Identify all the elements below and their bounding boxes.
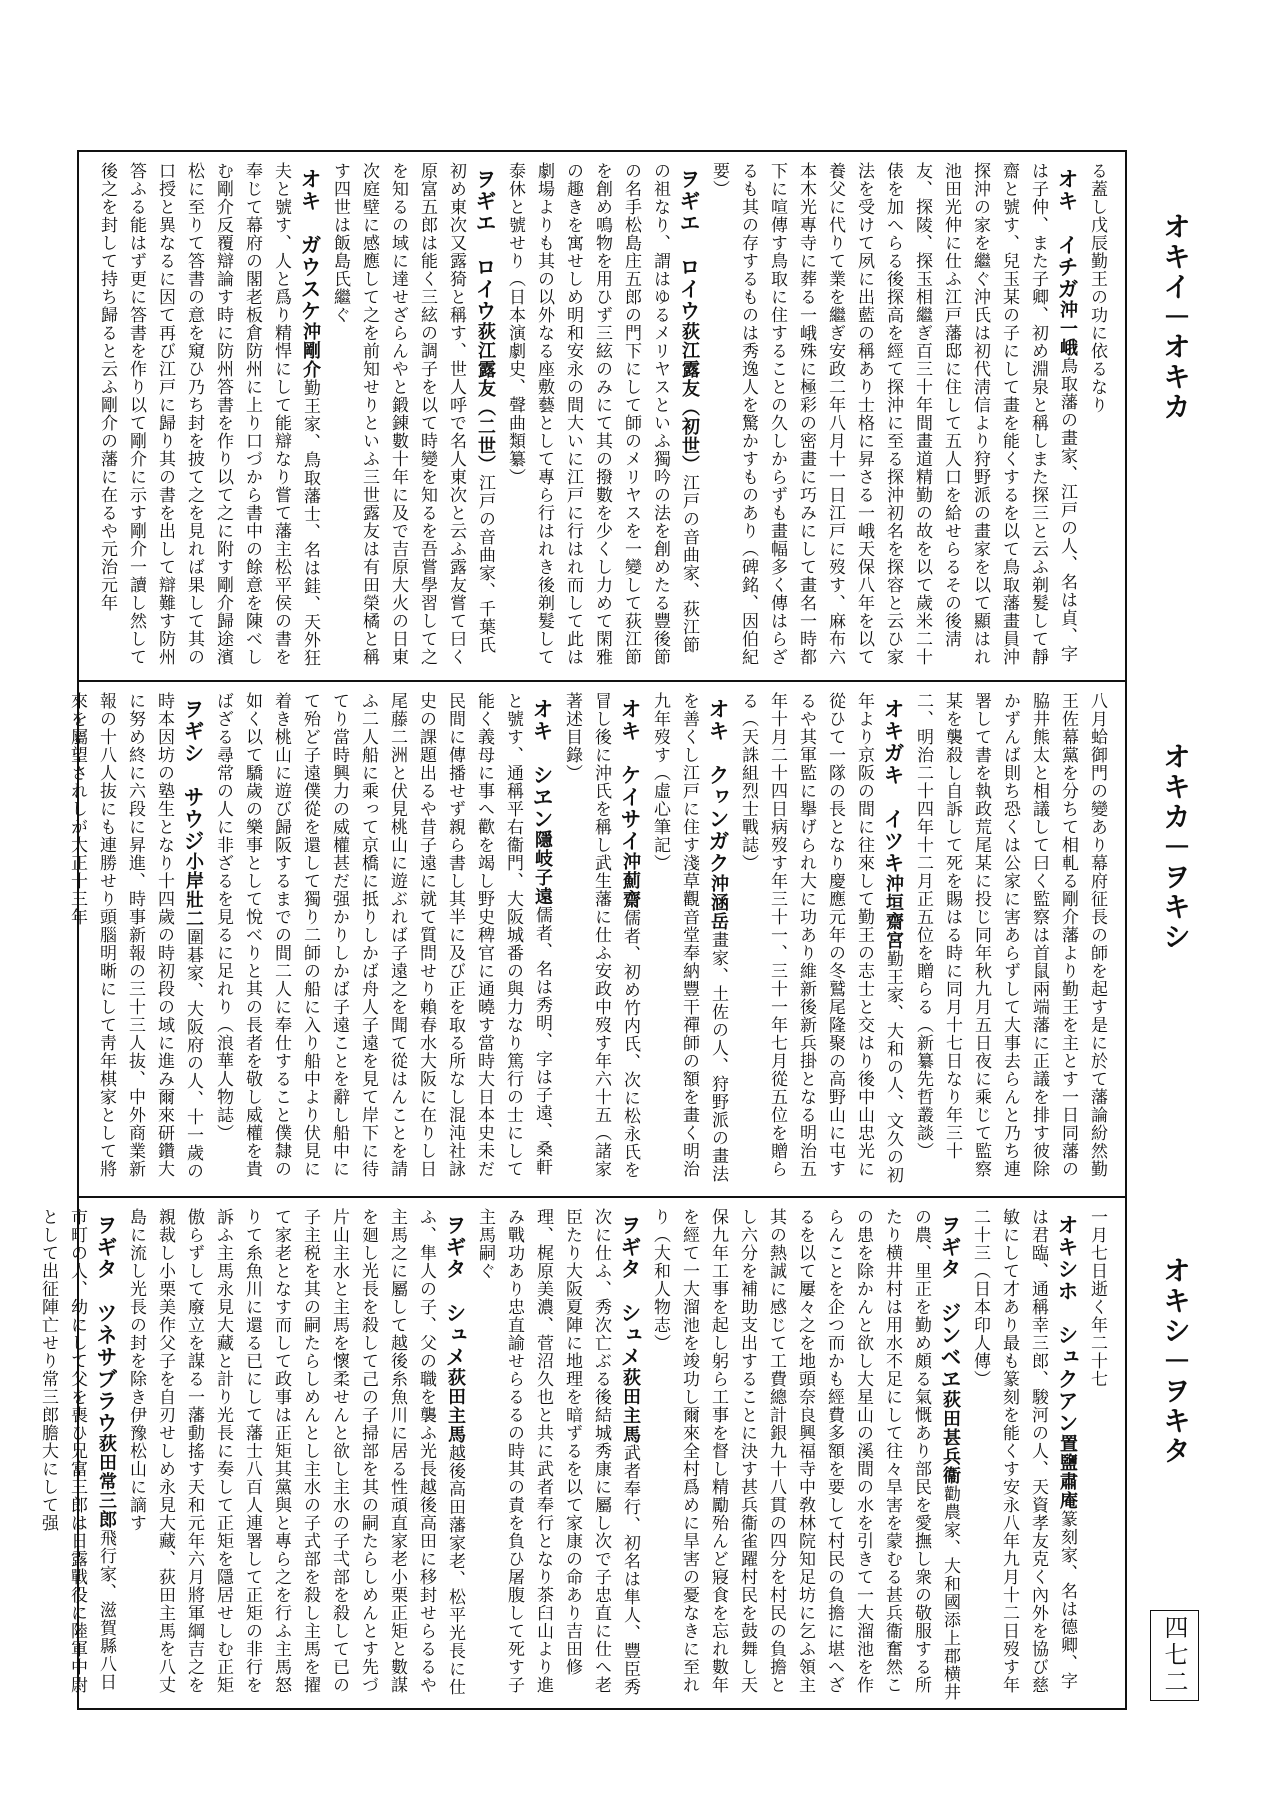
entry-name: 隱岐子遠 — [532, 830, 553, 906]
entry-headword: ヲギタ ジンベヱ — [938, 1214, 962, 1390]
running-head: オキシ－ヲキタ — [1159, 1256, 1192, 1466]
entry-name: 荻田常三郎 — [96, 1434, 117, 1529]
section-middle — [67, 692, 1111, 1186]
entry-body: 畫家、土佐の人、狩野派の畫法を善くし江戸に住す淺草觀音堂奉納豐干禪師の額を畫く明治九年歿す（虛心筆記） — [650, 692, 728, 1183]
entry-continuation: る蓋し戊辰勤王の功に依るなり — [1087, 162, 1107, 414]
entry-name: 沖涵岳 — [708, 874, 729, 931]
dictionary-entry — [33, 1208, 121, 1702]
entry-name: 置鹽肅庵 — [1057, 1434, 1078, 1510]
entry-body: 儒者、名は秀明、字は子遠、桑軒と號す、通稱平右衞門、大阪城番の與力なり篤行の士にして能く義母に事へ歡を竭し野史稗官に通曉す當時大日本史未だ民間に傳播せず親ら書し其半に及び正を取る所なし混沌社詠史の課題出るや昔子遠に就て質問せり賴春水大阪に在りし日尾藤二洲と伏見桃山に遊ぶれば子遠之を聞て從はんことを請ふ二人船に乘って京橋に抵りしかば舟人子遠を見て岸下に待てり當時興力の威權甚だ强かりしかば子遠ことを辭し船中にて殆ど子遠僕從を還して獨り二師の船に入り船中より伏見に着き桃山に遊び歸阪するまでの間二人に奉仕すること僕隸の如く以て驕歲の樂事として悅べりと其の長者を敬し威權を貴ばざる尋常の人に非ざるを見るに足れり（浪華人物誌） — [213, 692, 552, 1178]
entry-name: 沖垣齋宮 — [883, 874, 904, 950]
entry-headword: ヲギエ ロイウ — [473, 168, 497, 322]
entry-headword: ヲギシ サウジ — [181, 698, 205, 852]
entry-body: 飛行家、滋賀縣八日市町の人、幼にして父を喪ひ兄富三郎は日露戰役に陸軍中尉として出征陣亡せり常三郎膽大にして强 — [38, 1208, 116, 1694]
entry-continuation: 一月七日逝く年二十七 — [1087, 1208, 1107, 1388]
section-top — [93, 162, 1111, 670]
entry-name: 沖剛介 — [300, 322, 321, 379]
entry-body: 勸農家、大和國添上郡横井の農、里正を勤め頗る氣慨あり部民を愛撫し衆の敬服する所たり横井村は用水不足にして往々旱害を蒙むる甚兵衞奮然この患を除かんと欲し大星山の溪間の水を引きて一大溜池を作らんことを企つ而かも經費多額を要して村民の負擔に堪へざるを以て屢々之を地頭奈良興福寺中敎林院知足坊に乞ふ領主其の熱誠に感じて工費總計銀九十八貫の四分を村民の負擔とし六分を補助支出することに決す甚兵衞雀躍村民を鼓舞し天保九年工事を起し躬ら工事を督し精勵殆んど寢食を忘れ數年を經て一大溜池を竣功し爾來全村爲めに旱害の憂なきに至れり（大和人物志） — [650, 1208, 960, 1701]
page-frame — [38, 150, 1127, 1710]
entry-body: 儒者、初め竹内氏、次に松永氏を冒し後に沖氏を稱し武生藩に仕ふ安政中歿す年六十五（諸家著述目錄） — [562, 692, 640, 1179]
entry-body: 鳥取藩の畫家、江戸の人、名は貞、字は子仲、また子卿、初め淵泉と稱しまた探三と云ふ剃髮して靜齋と號す、兒玉某の子にして畫を能くするを以て鳥取藩畫員沖探沖の家を繼ぐ沖氏は初代淸信より狩野派の畫家を以て顯はれ池田光仲に仕ふ江戸藩邸に住して五人口を給せらるその後淸友、探陵、探玉相繼ぎ百三十年間畫道精勤の故を以て歲米二十俵を加へらる後探高を經て探沖に至る探沖初名を探容と云ひ家法を受けて夙に出藍の稱あり士格に昇さる一峨天保八年を以て養父に代りて業を繼ぎ安政二年八月十一日江戸に歿す、麻布六本木光專寺に葬る一峨殊に極彩の密畫に巧みにして畫名一時都下に喧傳す鳥取に住することの久しからずも畫幅多く傳はらざるも其の存するものは秀逸人を驚かすものあり（碑銘、因伯紀要） — [709, 162, 1077, 666]
section-divider — [79, 680, 1125, 682]
entry-headword: ヲギタ ツネサブラウ — [94, 1214, 118, 1434]
dictionary-entry — [645, 1208, 965, 1702]
dictionary-entry — [470, 1208, 645, 1702]
entry-name: 沖一峨 — [1057, 300, 1078, 357]
section-bottom — [38, 1208, 1111, 1702]
entry-headword: ヲギタ シュメ — [443, 1214, 467, 1368]
running-head: オキカ－ヲキシ — [1159, 742, 1192, 952]
entry-body: 武者奉行、初名は隼人、豐臣秀次に仕ふ、秀次亡ぶる後結城秀康に屬し次で子忠直に仕へ老臣たり大阪夏陣に地理を暗ずるを以て家康の命あり吉田修理、梶原美濃、菅沼久也と共に武者奉行となり茶臼山より進み戰功あり忠直諭せらるるの時其の責を負ひ屠腹して死す子主馬嗣ぐ — [475, 1208, 640, 1696]
dictionary-entry — [325, 162, 500, 670]
entry-continuation: 八月蛤御門の變あり幕府征長の師を起す是に於て藩論紛然勤王佐幕黨を分ちて相軋る剛介藩より勤王を主とす一日同藩の脇井熊太と相議して曰く監察は首鼠兩端藩に正議を排す彼除かずんば則ち恐くは公家に害あらずして大事去らんと乃ち連署して書を執政荒尾某に投じ同年秋九月五日夜に乘じて監察某を襲殺し自訴して死を賜はる時に同月十七日なり年三十二、明治二十四年十二月正五位を贈らる（新纂先哲叢談） — [913, 692, 1107, 1178]
entry-name: 荻田主馬 — [620, 1368, 641, 1444]
entry-name: 荻江露友（二世） — [475, 322, 496, 474]
entry-body: 越後高田藩家老、松平光長に仕ふ、隼人の子、父の職を襲ふ光長越後高田に移封せらるるや主馬之に屬して越後糸魚川に居る性頑直家老小栗正矩と數謀を廻し光長を殺して己の子掃部を其の嗣たらしめんとす先づ片山主水と主馬を懷柔せんと欲し主水の子弌部を殺して已の子主税を其の嗣たらしめんとし主水の子式部を殺し主馬を擢て家老となす而して政事は正矩其黨與と專ら之を行ふ主馬怒りて糸魚川に還る已にして藩士八百人連署して正矩の非行を訴ふ主馬永見大藏と計り光長に奏して正矩を隱居せしむ正矩傲らずして廢立を謀る一藩動搖す天和元年六月將軍綱吉之を親裁し小栗美作父子を自刃せしめ永見大藏、荻田主馬を八丈島に流し光長の封を除き伊豫松山に謫す — [126, 1208, 465, 1696]
entry-headword: オキ ガウスケ — [298, 168, 322, 322]
entry-name: 荻田甚兵衞 — [940, 1390, 961, 1485]
dictionary-entry — [733, 692, 908, 1186]
entry-name: 小岸壯二 — [183, 852, 204, 928]
entry-body: 勤王家、鳥取藩士、名は銈、天外狂夫と號す、人と爲り精悍にして能辯なり嘗て藩主松平侯の書を奉じて幕府の閣老板倉防州に上り口づから書中の餘意を陳べしむ剛介反覆辯論す時に防州答書を作り以て之に附す剛介歸途濱松に至りて答書の意を窺ひ乃ち封を披て之を見れば果して其の口授と異なるに因て再び江戸に歸り其の書を出して辯難す防州答ふる能はず更に答書を作り以て剛介に示す剛介一讀し然して後之を封して持ち歸ると云ふ剛介の藩に在るや元治元年 — [97, 162, 320, 667]
entry-name: 沖薊齋 — [620, 852, 641, 909]
entry-body: 篆刻家、名は德卿、字は君臨、通稱幸三郎、駿河の人、天資孝友克く內外を協び慈敏にして才あり最も篆刻を能くす安永八年九月十二日歿す年二十三（日本印人傳） — [970, 1208, 1077, 1694]
page-number: 四七二 — [1150, 1610, 1199, 1701]
entry-headword: オキガキ イツキ — [881, 698, 905, 874]
entry-body: 圍碁家、大阪府の人、十一歲の時本因坊の塾生となり十四歲の時初段の域に進み爾來研鑽大に努め終に六段に昇進、時事新報の三十三人抜、中外商業新報の十八人抜にも連勝せり頭腦明晰にして靑年棋家として將來を屬望されしが大正十三年 — [67, 692, 203, 1180]
dictionary-entry — [92, 162, 325, 670]
dictionary-entry — [62, 692, 208, 1186]
section-divider — [79, 1196, 1125, 1198]
dictionary-entry — [704, 162, 1082, 670]
dictionary-entry — [965, 1208, 1082, 1702]
dictionary-entry — [500, 162, 704, 670]
entry-headword: オキ シヱン — [530, 698, 554, 830]
dictionary-entry — [208, 692, 557, 1186]
entry-name: 荻江露友（初世） — [679, 322, 700, 474]
entry-headword: オキ ケイサイ — [618, 698, 642, 852]
entry-headword: ヲギタ シュメ — [618, 1214, 642, 1368]
dictionary-entry — [121, 1208, 470, 1702]
dictionary-entry — [557, 692, 645, 1186]
entry-headword: オキ イチガ — [1055, 168, 1079, 300]
dictionary-entry — [645, 692, 733, 1186]
entry-body: 勤王家、大和の人、文久の初年より京阪の間に往來して勤王の志士と交はり後中山忠光に從ひて一隊の長となり慶應元年の冬鷲尾隆聚の高野山に屯するや其軍監に擧げられ大に功あり維新後新兵掛となる明治五年十月二十四日病歿す年三十一、三十一年七月從五位を贈らる（天誅組烈士戰誌） — [738, 692, 903, 1184]
entry-headword: ヲギエ ロイウ — [677, 168, 701, 322]
entry-name: 荻田主馬 — [445, 1368, 466, 1444]
running-head: オキイ－オキカ — [1159, 212, 1192, 422]
entry-body: 江戸の音曲家、千葉氏初め東次又露猗と稱す、世人呼で名人東次と云ふ露友嘗て曰く原富五郎は能く三絃の調子を以て時變を知るを吾嘗學習して之を知るの域に達せざらんやと鍛錬數十年に及で吉原大火の日東次庭壁に感應して之を前知せりといふ三世露友は有田榮橘と稱す四世は飯島氏繼ぐ — [330, 162, 495, 666]
entry-headword: オキ クヮンガク — [706, 698, 730, 874]
entry-body: 江戸の音曲家、荻江節の祖なり、謂はゆるメリヤスといふ獨吟の法を創めたる豐後節の名手松島庄五郎の門下にして師のメリヤスを一變して荻江節を創め鳴物を用ひず三絃のみにて其の撥數を少くし力めて閑雅の趣きを寓せしめ明和安永の間大いに江戸に行はれ而して此は劇場よりも其の以外なる座敷藝として專ら行はれき後剃髮して泰休と號せり（日本演劇史、聲曲類纂） — [505, 162, 699, 666]
entry-headword: オキシホ シュクアン — [1055, 1214, 1079, 1434]
